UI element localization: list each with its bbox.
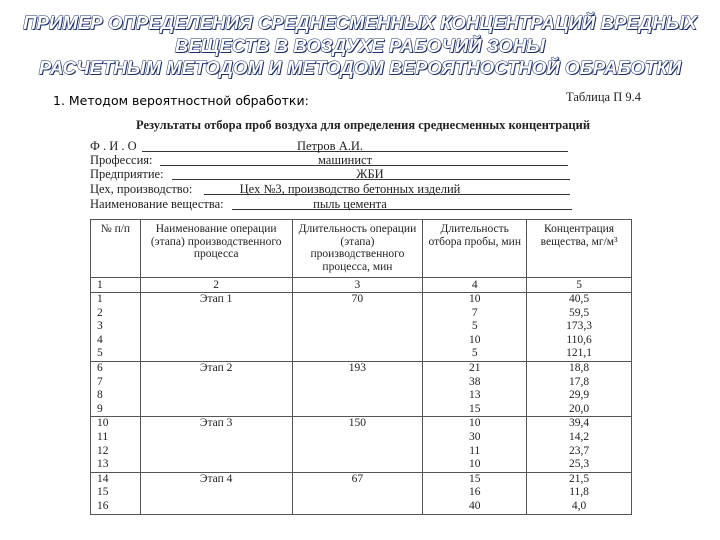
stage-duration — [292, 334, 423, 348]
table-row — [91, 320, 632, 334]
sample-duration: 10 — [423, 293, 527, 307]
field-enterprise-value: ЖБИ — [356, 167, 384, 181]
concentration: 4,0 — [527, 500, 632, 514]
sample-duration: 10 — [423, 334, 527, 348]
stage-name — [140, 431, 292, 445]
concentration: 40,5 — [527, 293, 632, 307]
sample-duration: 40 — [423, 500, 527, 514]
table-row — [91, 376, 632, 390]
field-substance-label: Наименование вещества: — [90, 197, 224, 211]
stage-duration: 193 — [292, 361, 423, 375]
sample-duration: 10 — [423, 417, 527, 431]
column-number: 4 — [423, 278, 527, 293]
row-index: 6 — [91, 361, 141, 375]
table-row — [91, 445, 632, 459]
field-fio-value: Петров А.И. — [296, 139, 364, 153]
stage-duration — [292, 307, 423, 321]
field-fio-label: Ф . И . О — [90, 139, 137, 153]
stage-duration — [292, 376, 423, 390]
stage-name: Этап 2 — [140, 361, 292, 375]
row-index: 3 — [91, 320, 141, 334]
sample-duration: 30 — [423, 431, 527, 445]
stage-duration — [292, 486, 423, 500]
concentration: 25,3 — [527, 458, 632, 472]
row-index: 4 — [91, 334, 141, 348]
row-index: 14 — [91, 472, 141, 486]
stage-duration — [292, 445, 423, 459]
field-enterprise-label: Предприятие: — [90, 167, 164, 181]
row-index: 10 — [91, 417, 141, 431]
row-index: 11 — [91, 431, 141, 445]
table-row — [91, 361, 632, 375]
concentration: 110,6 — [527, 334, 632, 348]
stage-duration — [292, 347, 423, 361]
table-row — [91, 486, 632, 500]
row-index: 12 — [91, 445, 141, 459]
stage-duration — [292, 500, 423, 514]
slide-title — [0, 12, 720, 80]
stage-name — [140, 486, 292, 500]
table-header-row — [91, 220, 632, 278]
row-index: 9 — [91, 403, 141, 417]
field-profession-value: машинист — [317, 153, 373, 167]
sample-duration: 10 — [423, 458, 527, 472]
sample-duration: 38 — [423, 376, 527, 390]
stage-name: Этап 3 — [140, 417, 292, 431]
table-row — [91, 307, 632, 321]
column-number-row — [91, 278, 632, 293]
column-number: 1 — [91, 278, 141, 293]
stage-name — [140, 403, 292, 417]
concentration: 11,8 — [527, 486, 632, 500]
stage-duration: 67 — [292, 472, 423, 486]
sample-duration: 7 — [423, 307, 527, 321]
table-row — [91, 500, 632, 514]
stage-name — [140, 458, 292, 472]
field-workshop — [90, 181, 572, 197]
table-row — [91, 347, 632, 361]
header-sample-duration: Длительность отбора пробы, мин — [423, 220, 527, 278]
field-profession-label: Профессия: — [90, 153, 153, 167]
sample-duration: 15 — [423, 403, 527, 417]
stage-duration: 150 — [292, 417, 423, 431]
stage-name: Этап 4 — [140, 472, 292, 486]
stage-duration — [292, 403, 423, 417]
field-substance — [90, 196, 574, 212]
concentration: 23,7 — [527, 445, 632, 459]
stage-name — [140, 376, 292, 390]
table-row — [91, 389, 632, 403]
concentration: 59,5 — [527, 307, 632, 321]
results-table — [90, 219, 632, 515]
row-index: 15 — [91, 486, 141, 500]
row-index: 1 — [91, 293, 141, 307]
sample-duration: 15 — [423, 472, 527, 486]
stage-duration: 70 — [292, 293, 423, 307]
field-workshop-label: Цех, производство: — [90, 182, 193, 196]
header-operation-duration: Длительность операции (этапа) производственного процесса, мин — [292, 220, 423, 278]
column-number: 3 — [292, 278, 423, 293]
field-substance-value: пыль цемента — [313, 197, 387, 211]
sample-duration: 5 — [423, 347, 527, 361]
stage-name — [140, 320, 292, 334]
header-operation: Наименование операции (этапа) производственного процесса — [140, 220, 292, 278]
table-body — [91, 278, 632, 515]
concentration: 39,4 — [527, 417, 632, 431]
sample-duration: 13 — [423, 389, 527, 403]
method-subtitle: 1. Методом вероятностной обработки: — [53, 93, 309, 108]
stage-duration — [292, 458, 423, 472]
column-number: 5 — [527, 278, 632, 293]
concentration: 14,2 — [527, 431, 632, 445]
concentration: 20,0 — [527, 403, 632, 417]
title-line-1: ПРИМЕР ОПРЕДЕЛЕНИЯ СРЕДНЕСМЕННЫХ КОНЦЕНТРАЦИЙ ВРЕДНЫХ — [23, 12, 697, 33]
stage-name — [140, 347, 292, 361]
table-row — [91, 472, 632, 486]
stage-name: Этап 1 — [140, 293, 292, 307]
concentration: 18,8 — [527, 361, 632, 375]
table-row — [91, 403, 632, 417]
concentration: 17,8 — [527, 376, 632, 390]
row-index: 2 — [91, 307, 141, 321]
row-index: 8 — [91, 389, 141, 403]
field-workshop-value: Цех №3, производство бетонных изделий — [239, 182, 461, 196]
sample-duration: 21 — [423, 361, 527, 375]
stage-name — [140, 334, 292, 348]
document-heading: Результаты отбора проб воздуха для определения среднесменных концентраций — [135, 118, 591, 132]
stage-name — [140, 445, 292, 459]
table-row — [91, 431, 632, 445]
title-line-2: ВЕЩЕСТВ В ВОЗДУХЕ РАБОЧИЙ ЗОНЫ — [175, 34, 545, 56]
stage-duration — [292, 320, 423, 334]
title-line-3: РАСЧЕТНЫМ МЕТОДОМ И МЕТОДОМ ВЕРОЯТНОСТНОЙ ОБРАБОТКИ — [38, 57, 682, 78]
header-concentration: Концентрация вещества, мг/м³ — [527, 220, 632, 278]
table-row — [91, 334, 632, 348]
table-number-label: Таблица П 9.4 — [566, 90, 641, 104]
concentration: 173,3 — [527, 320, 632, 334]
concentration: 29,9 — [527, 389, 632, 403]
sample-duration: 11 — [423, 445, 527, 459]
sample-duration: 16 — [423, 486, 527, 500]
concentration: 121,1 — [527, 347, 632, 361]
row-index: 5 — [91, 347, 141, 361]
stage-name — [140, 389, 292, 403]
concentration: 21,5 — [527, 472, 632, 486]
header-index: № п/п — [91, 220, 141, 278]
row-index: 7 — [91, 376, 141, 390]
stage-duration — [292, 431, 423, 445]
table-row — [91, 293, 632, 307]
column-number: 2 — [140, 278, 292, 293]
row-index: 13 — [91, 458, 141, 472]
field-enterprise — [90, 166, 572, 182]
stage-name — [140, 500, 292, 514]
sample-duration: 5 — [423, 320, 527, 334]
stage-duration — [292, 389, 423, 403]
stage-name — [140, 307, 292, 321]
table-row — [91, 417, 632, 431]
row-index: 16 — [91, 500, 141, 514]
table-row — [91, 458, 632, 472]
